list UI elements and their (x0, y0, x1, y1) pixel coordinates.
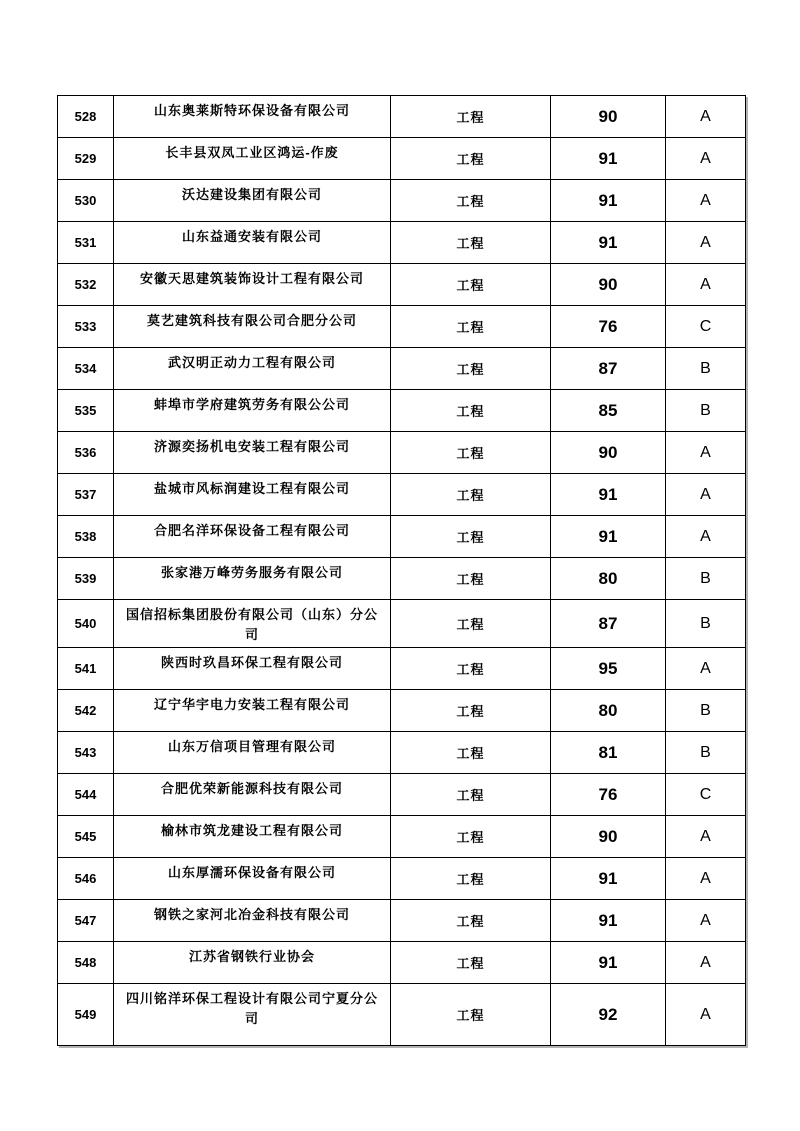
row-number-cell: 540 (58, 600, 114, 648)
grade-cell: A (666, 516, 746, 558)
company-name-cell: 辽宁华宇电力安装工程有限公司 (114, 690, 391, 732)
company-name-cell: 钢铁之家河北冶金科技有限公司 (114, 900, 391, 942)
score-cell: 91 (551, 900, 666, 942)
company-name-cell: 合肥优荣新能源科技有限公司 (114, 774, 391, 816)
grade-cell: A (666, 432, 746, 474)
company-name-cell: 济源奕扬机电安装工程有限公司 (114, 432, 391, 474)
category-cell: 工程 (391, 474, 551, 516)
company-name-cell: 山东奥莱斯特环保设备有限公司 (114, 96, 391, 138)
grade-cell: A (666, 984, 746, 1046)
table-row (58, 732, 746, 774)
grade-cell: B (666, 558, 746, 600)
category-cell: 工程 (391, 180, 551, 222)
score-cell: 91 (551, 138, 666, 180)
row-number-cell: 542 (58, 690, 114, 732)
table-row (58, 900, 746, 942)
category-cell: 工程 (391, 858, 551, 900)
category-cell: 工程 (391, 900, 551, 942)
company-name-cell: 安徽天思建筑装饰设计工程有限公司 (114, 264, 391, 306)
category-cell: 工程 (391, 942, 551, 984)
row-number-cell: 532 (58, 264, 114, 306)
score-cell: 95 (551, 648, 666, 690)
company-name-cell: 沃达建设集团有限公司 (114, 180, 391, 222)
category-cell: 工程 (391, 732, 551, 774)
row-number-cell: 548 (58, 942, 114, 984)
company-name-cell: 武汉明正动力工程有限公司 (114, 348, 391, 390)
category-cell: 工程 (391, 222, 551, 264)
row-number-cell: 545 (58, 816, 114, 858)
category-cell: 工程 (391, 348, 551, 390)
grade-cell: A (666, 900, 746, 942)
grade-cell: A (666, 180, 746, 222)
row-number-cell: 535 (58, 390, 114, 432)
table-body (58, 96, 746, 1046)
score-cell: 90 (551, 264, 666, 306)
row-number-cell: 533 (58, 306, 114, 348)
table-row (58, 348, 746, 390)
row-number-cell: 547 (58, 900, 114, 942)
category-cell: 工程 (391, 984, 551, 1046)
score-cell: 76 (551, 306, 666, 348)
score-cell: 91 (551, 516, 666, 558)
row-number-cell: 529 (58, 138, 114, 180)
score-cell: 80 (551, 690, 666, 732)
table-row (58, 858, 746, 900)
grade-cell: A (666, 942, 746, 984)
company-name-cell: 山东益通安装有限公司 (114, 222, 391, 264)
grade-cell: A (666, 222, 746, 264)
score-cell: 90 (551, 432, 666, 474)
company-name-cell: 张家港万峰劳务服务有限公司 (114, 558, 391, 600)
grade-cell: B (666, 600, 746, 648)
grade-cell: B (666, 390, 746, 432)
score-cell: 92 (551, 984, 666, 1046)
table-row (58, 222, 746, 264)
company-name-cell: 莫艺建筑科技有限公司合肥分公司 (114, 306, 391, 348)
score-cell: 81 (551, 732, 666, 774)
grade-cell: C (666, 306, 746, 348)
category-cell: 工程 (391, 774, 551, 816)
company-name-cell: 陕西时玖昌环保工程有限公司 (114, 648, 391, 690)
row-number-cell: 537 (58, 474, 114, 516)
score-cell: 91 (551, 942, 666, 984)
category-cell: 工程 (391, 558, 551, 600)
company-name-cell: 四川铭洋环保工程设计有限公司宁夏分公司 (114, 984, 391, 1046)
row-number-cell: 549 (58, 984, 114, 1046)
category-cell: 工程 (391, 816, 551, 858)
row-number-cell: 530 (58, 180, 114, 222)
grade-cell: A (666, 474, 746, 516)
grade-cell: C (666, 774, 746, 816)
table-row (58, 264, 746, 306)
category-cell: 工程 (391, 432, 551, 474)
table-row (58, 138, 746, 180)
company-name-cell: 江苏省钢铁行业协会 (114, 942, 391, 984)
category-cell: 工程 (391, 390, 551, 432)
table-row (58, 96, 746, 138)
score-cell: 91 (551, 180, 666, 222)
table-row (58, 432, 746, 474)
grade-cell: B (666, 732, 746, 774)
company-name-cell: 山东万信项目管理有限公司 (114, 732, 391, 774)
table-row (58, 816, 746, 858)
row-number-cell: 538 (58, 516, 114, 558)
row-number-cell: 546 (58, 858, 114, 900)
score-cell: 91 (551, 474, 666, 516)
category-cell: 工程 (391, 306, 551, 348)
category-cell: 工程 (391, 264, 551, 306)
score-cell: 85 (551, 390, 666, 432)
row-number-cell: 541 (58, 648, 114, 690)
company-name-cell: 山东厚濡环保设备有限公司 (114, 858, 391, 900)
row-number-cell: 539 (58, 558, 114, 600)
table-row (58, 306, 746, 348)
category-cell: 工程 (391, 690, 551, 732)
score-cell: 90 (551, 96, 666, 138)
category-cell: 工程 (391, 648, 551, 690)
company-name-cell: 盐城市风标润建设工程有限公司 (114, 474, 391, 516)
score-cell: 91 (551, 222, 666, 264)
score-cell: 87 (551, 600, 666, 648)
row-number-cell: 531 (58, 222, 114, 264)
row-number-cell: 536 (58, 432, 114, 474)
table-row (58, 516, 746, 558)
row-number-cell: 544 (58, 774, 114, 816)
row-number-cell: 543 (58, 732, 114, 774)
grade-cell: A (666, 138, 746, 180)
category-cell: 工程 (391, 516, 551, 558)
category-cell: 工程 (391, 600, 551, 648)
category-cell: 工程 (391, 138, 551, 180)
score-cell: 90 (551, 816, 666, 858)
table-row (58, 648, 746, 690)
score-cell: 91 (551, 858, 666, 900)
grade-cell: B (666, 690, 746, 732)
grade-cell: A (666, 648, 746, 690)
grade-cell: A (666, 264, 746, 306)
grade-cell: B (666, 348, 746, 390)
score-cell: 76 (551, 774, 666, 816)
category-cell: 工程 (391, 96, 551, 138)
grade-cell: A (666, 96, 746, 138)
table-row (58, 390, 746, 432)
score-cell: 87 (551, 348, 666, 390)
score-cell: 80 (551, 558, 666, 600)
company-name-cell: 榆林市筑龙建设工程有限公司 (114, 816, 391, 858)
grade-cell: A (666, 858, 746, 900)
table-row (58, 690, 746, 732)
grade-cell: A (666, 816, 746, 858)
company-name-cell: 蚌埠市学府建筑劳务有限公公司 (114, 390, 391, 432)
company-rating-table (57, 95, 746, 1046)
company-name-cell: 合肥名洋环保设备工程有限公司 (114, 516, 391, 558)
table-row (58, 774, 746, 816)
table-row (58, 984, 746, 1046)
company-name-cell: 长丰县双凤工业区鸿运-作废 (114, 138, 391, 180)
row-number-cell: 528 (58, 96, 114, 138)
row-number-cell: 534 (58, 348, 114, 390)
table-row (58, 474, 746, 516)
table-row (58, 180, 746, 222)
table-row (58, 600, 746, 648)
table-row (58, 942, 746, 984)
table-row (58, 558, 746, 600)
company-name-cell: 国信招标集团股份有限公司（山东）分公司 (114, 600, 391, 648)
